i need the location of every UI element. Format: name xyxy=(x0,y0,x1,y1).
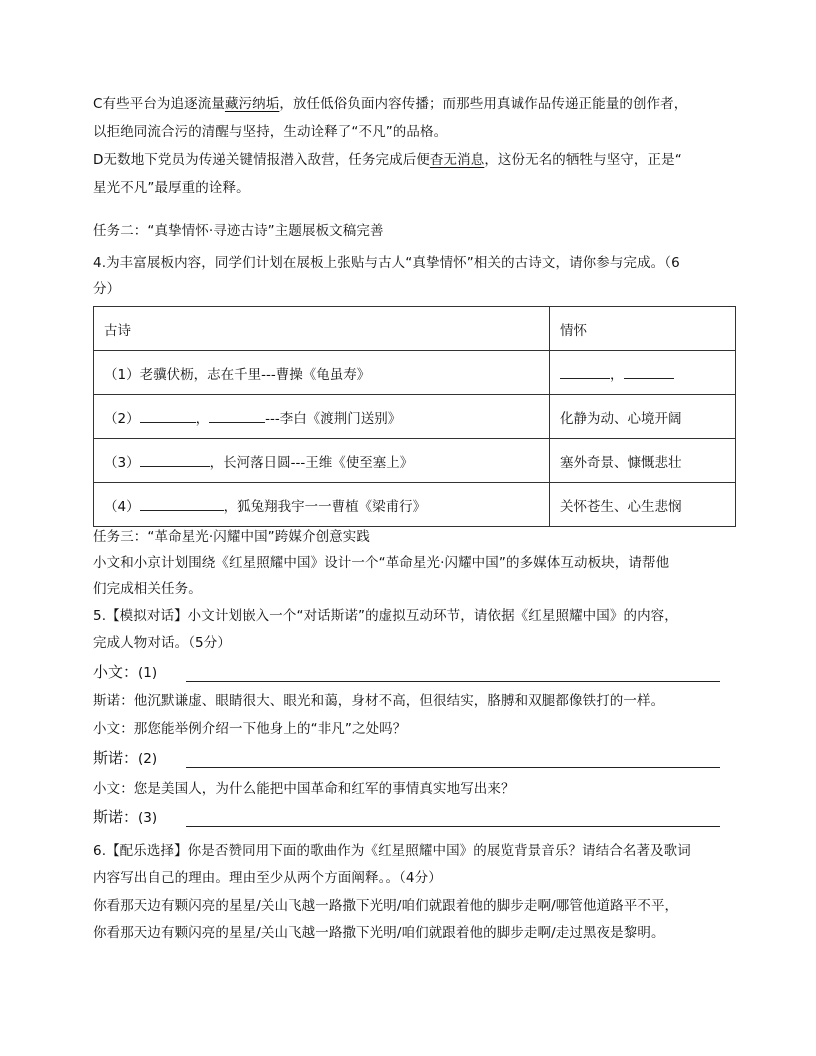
dialog-1: 小文：(1) xyxy=(93,663,158,681)
poem-table-header xyxy=(94,307,736,351)
option-c-text-tail: ，放任低俗负面内容传播；而那些用真诚作品传递正能量的创作者， xyxy=(279,96,688,112)
speaker-xiaowen: 小文： xyxy=(93,663,139,681)
task2-heading: 任务二：“真挚情怀·寻迹古诗”主题展板文稿完善 xyxy=(93,223,384,239)
lyric-line-2: 你看那天边有颗闪亮的星星/关山飞越一路撒下光明/咱们就跟着他的脚步走啊/走过黑夜是黎明。 xyxy=(93,925,665,941)
option-c-line-2: 以拒绝同流合污的清醒与坚持，生动诠释了“不凡”的品格。 xyxy=(93,124,448,140)
question-5-line-2: 完成人物对话。（5分） xyxy=(93,635,231,651)
question-6-line-2: 内容写出自己的理由。理由至少从两个方面阐释。。（4分） xyxy=(93,870,442,886)
task3-intro-line-1: 小文和小京计划围绕《红星照耀中国》设计一个“革命星光·闪耀中国”的多媒体互动板块，请帮他 xyxy=(93,555,670,571)
lyric-line-1: 你看那天边有颗闪亮的星星/关山飞越一路撒下光明/咱们就跟着他的脚步走啊/哪管他道路平不平， xyxy=(93,898,679,914)
poem-blank-4[interactable] xyxy=(140,498,224,511)
snow-description: 斯诺：他沉默谦虚、眼睛很大、眼光和蔼，身材不高，但很结实，胳膊和双腿都像铁打的一样。 xyxy=(93,693,665,709)
poem-cell-1: （1）老骥伏枥，志在千里---曹操《龟虽寿》 xyxy=(94,351,550,395)
answer-line-1[interactable] xyxy=(186,681,720,682)
option-d-line-1 xyxy=(93,149,682,171)
poem-blank-2b[interactable] xyxy=(209,410,265,423)
option-d-text: D无数地下党员为传递关键情报潜入敌营，任务完成后便 xyxy=(93,152,430,168)
poem-cell-3: （3） ，长河落日圆---王维《使至塞上》 xyxy=(94,439,550,483)
feeling-cell-3: 塞外奇景、慷慨悲壮 xyxy=(550,439,736,483)
header-feeling: 情怀 xyxy=(550,307,736,351)
feeling-cell-1: ， xyxy=(550,351,736,395)
option-c-underlined-term: 藏污纳垢 xyxy=(224,96,280,112)
task3-intro-line-2: 们完成相关任务。 xyxy=(93,581,202,597)
feeling-cell-2: 化静为动、心境开阔 xyxy=(550,395,736,439)
speaker-snow: 斯诺： xyxy=(93,749,139,767)
poem-row-3 xyxy=(94,439,736,483)
option-c-line-1 xyxy=(93,93,687,115)
poem-row-4 xyxy=(94,483,736,527)
option-d-text-tail: ，这份无名的牺牲与坚守，正是“ xyxy=(484,152,682,168)
speaker-snow: 斯诺： xyxy=(93,808,139,826)
dialog-3: 斯诺：(3) xyxy=(93,808,158,826)
answer-line-2[interactable] xyxy=(186,767,720,768)
poem-cell-2: （2） ， ---李白《渡荆门送别》 xyxy=(94,395,550,439)
answer-line-3[interactable] xyxy=(186,826,720,827)
feeling-blank-1a[interactable] xyxy=(560,366,610,379)
header-poem: 古诗 xyxy=(94,307,550,351)
option-c-text: C有些平台为追逐流量 xyxy=(93,96,225,112)
question-4-line-1: 4.为丰富展板内容，同学们计划在展板上张贴与古人“真挚情怀”相关的古诗文，请你参与完成。（6 xyxy=(93,255,680,271)
poem-blank-2a[interactable] xyxy=(140,410,196,423)
poem-blank-3[interactable] xyxy=(140,454,210,467)
poem-row-2 xyxy=(94,395,736,439)
feeling-blank-1b[interactable] xyxy=(624,366,674,379)
question-5-line-1: 5.【模拟对话】小文计划嵌入一个“对话斯诺”的虚拟互动环节，请依据《红星照耀中国》的内容， xyxy=(93,608,678,624)
task3-heading: 任务三：“革命星光·闪耀中国”跨媒介创意实践 xyxy=(93,529,370,545)
poem-table xyxy=(93,306,736,527)
option-d-underlined-term: 杳无消息 xyxy=(429,152,485,168)
question-4-line-2: 分） xyxy=(93,281,121,297)
poem-cell-4: （4） ，狐兔翔我宇一一曹植《梁甫行》 xyxy=(94,483,550,527)
poem-row-1 xyxy=(94,351,736,395)
xiaowen-question-2: 小文：那您能举例介绍一下他身上的“非凡”之处吗？ xyxy=(93,721,407,737)
feeling-cell-4: 关怀苍生、心生悲悯 xyxy=(550,483,736,527)
option-d-line-2: 星光不凡”最厚重的诠释。 xyxy=(93,180,250,196)
question-6-line-1: 6.【配乐选择】你是否赞同用下面的歌曲作为《红星照耀中国》的展览背景音乐？请结合名著及歌词 xyxy=(93,843,691,859)
dialog-2: 斯诺：(2) xyxy=(93,749,158,767)
xiaowen-question-3: 小文：您是美国人，为什么能把中国革命和红军的事情真实地写出来？ xyxy=(93,781,515,797)
